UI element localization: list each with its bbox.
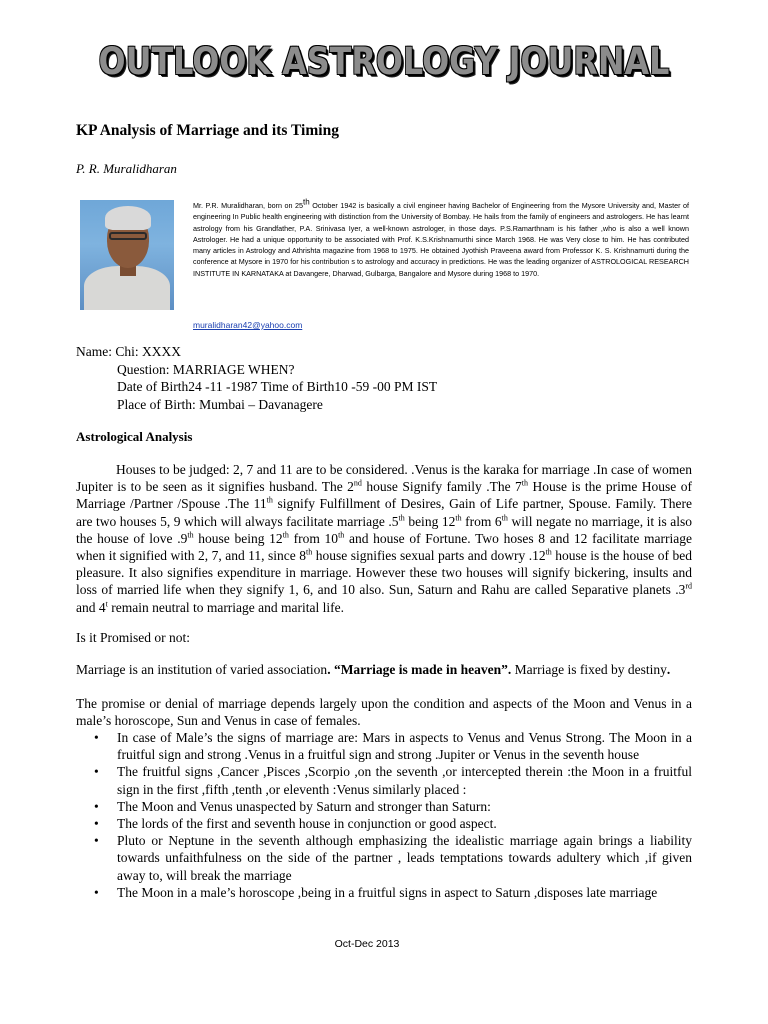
bullet-icon: • (94, 833, 99, 849)
author-photo (80, 200, 174, 310)
author-bio: Mr. P.R. Muralidharan, born on 25th October 1942 is basically a civil engineer having Bachelor of Engineering from the Mysore University and, Master of engineering In Public health engineering with distinction from the University of Bombay. He hails from the family of engineers and astrologers. He has learnt astrology from his Grandfather, P.A. Srinivasa Iyer, a well-known astrologer, in those days. P.S.Ramarthnam is his father ,who is also a well known Astrologer. He had a unique opportunity to be associated with Prof. K.S.Krishnamurthi since March 1968. He was Very close to him. He has contributed many articles in Astrology and Athrishta magazine from 1968 to 1975. He obtained Jyothish Praveena award from Professor K. S. Krishnamurti during the conference at Mysore in 1970 for his contribution s to astrology and accuracy in predictions. He was the leading organizer of ASTROLOGICAL RESEARCH INSTITUTE IN KARNATAKA at Davangere, Dharwad, Gulbarga, Bangalore and Mysore during 1968 to 1970. (193, 197, 689, 278)
marriage-paragraph: Marriage is an institution of varied association. “Marriage is made in heaven”. Marriage is fixed by destiny. (76, 662, 671, 677)
article-author: P. R. Muralidharan (76, 161, 177, 176)
chart-details (76, 343, 437, 413)
list-item: • Pluto or Neptune in the seventh although emphasizing the idealistic marriage again brings a liability towards unfaithfulness on the side of the partner , leads temptations towards adultery which ,if given away to, will break the marriage (94, 833, 692, 883)
chart-name: Name: Chi: XXXX (76, 344, 181, 359)
section-heading: Astrological Analysis (76, 429, 193, 444)
promised-question: Is it Promised or not: (76, 630, 190, 645)
issue-footer: Oct-Dec 2013 (334, 938, 400, 950)
promise-paragraph: The promise or denial of marriage depends largely upon the condition and aspects of the Moon and Venus in a male’s horoscope, Sun and Venus in case of females. (76, 696, 692, 729)
author-email-link[interactable]: muralidharan42@yahoo.com (193, 320, 303, 330)
bullet-icon: • (94, 798, 99, 814)
list-item: • The lords of the first and seventh house in conjunction or good aspect. (94, 816, 497, 832)
chart-question: Question: MARRIAGE WHEN? (117, 361, 295, 377)
list-item: • The Moon and Venus unaspected by Saturn and stronger than Saturn: (94, 798, 491, 814)
chart-dob: Date of Birth24 -11 -1987 Time of Birth10 -59 -00 PM IST (117, 379, 438, 394)
bullet-icon: • (94, 884, 99, 900)
bullet-icon: • (94, 816, 99, 832)
chart-pob: Place of Birth: Mumbai – Davanagere (117, 396, 323, 412)
list-item: • The fruitful signs ,Cancer ,Pisces ,Scorpio ,on the seventh ,or intercepted therein :the Moon in a fruitful sign in the first ,fifth ,tenth ,or eleventh :Venus similarly placed : (94, 764, 692, 797)
list-item: • The Moon in a male’s horoscope ,being in a fruitful signs in aspect to Saturn ,disposes late marriage (94, 884, 658, 900)
list-item: • In case of Male’s the signs of marriage are: Mars in aspects to Venus and Venus Strong. The Moon in a fruitful sign and strong .Venus in a fruitful sign and strong .Jupiter or Venus in the seventh house (94, 730, 692, 763)
journal-masthead: OUTLOOK ASTROLOGY JOURNAL (98, 40, 670, 83)
bullet-icon: • (94, 764, 99, 780)
bullet-icon: • (94, 730, 99, 745)
marriage-signs-list (76, 729, 692, 901)
analysis-paragraph: Houses to be judged: 2, 7 and 11 are to be considered. .Venus is the karaka for marriage .In case of women Jupiter is to be seen as it signifies husband. The 2nd house Signify family .The 7th House is the prime House of Marriage /Partner /Spouse .The 11th signify Fulfillment of Desires, Gain of Life partner, Spouse. Family. There are two houses 5, 9 which will always facilitate marriage .5th being 12th from 6th will negate no marriage, it is also the house of love .9th house being 12th from 10th and house of Fortune. Two hoses 8 and 12 facilitate marriage when it signified with 2, 7, and 11, since 8th house signifies sexual parts and dowry .12th house is the house of bed pleasure. It also signifies expenditure in marriage. However these two houses will signify bickering, insults and loss of married life when they signify 1, 6, and 10 also. Sun, Saturn and Rahu are called Separative planets .3rd and 4$^t$ remain neutral to marriage and marital life. (76, 462, 693, 615)
article-title: KP Analysis of Marriage and its Timing (76, 122, 339, 139)
